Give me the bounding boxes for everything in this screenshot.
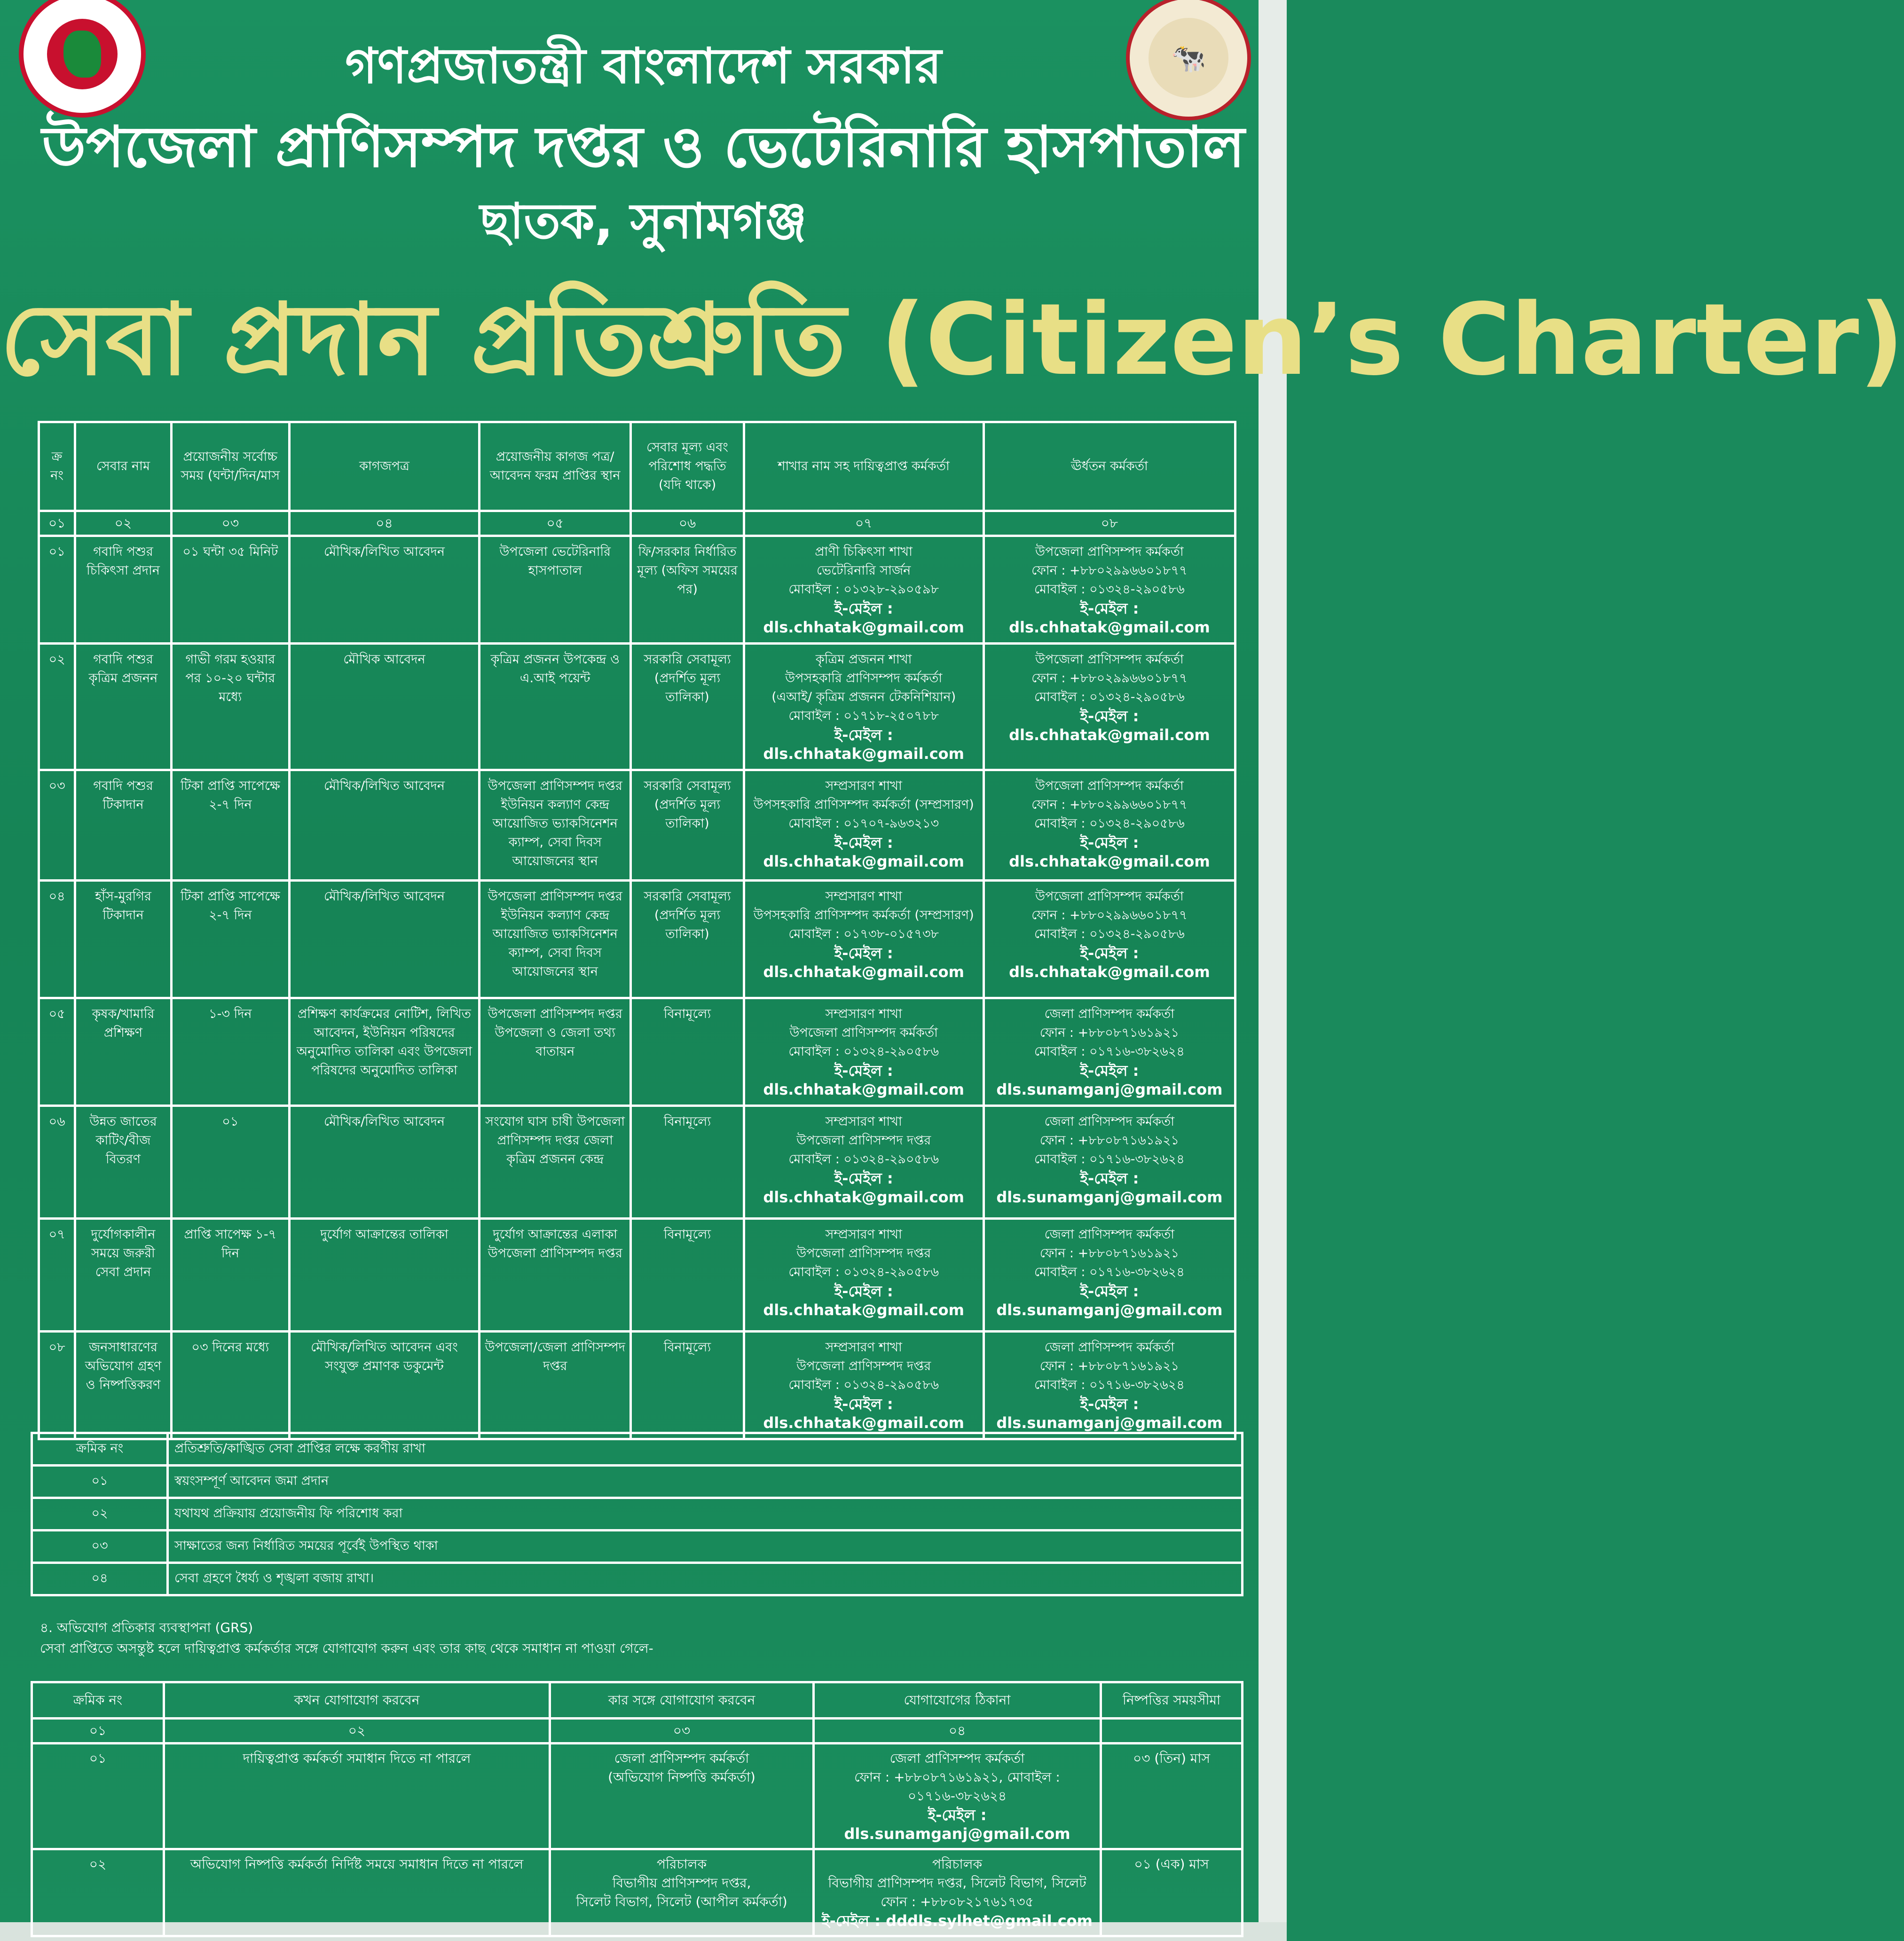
header-cell: ক্রমিক নং (32, 1433, 168, 1466)
service-name: দুর্যোগকালীন সময়ে জরুরী সেবা প্রদান (91, 1227, 156, 1279)
row-serial: ০২ (48, 652, 65, 667)
officer-email: ই-মেইল : dls.chhatak@gmail.com (763, 1169, 964, 1206)
grs-table-body (32, 1682, 1243, 1936)
grs-number-row (32, 1719, 1243, 1744)
serial-cell (32, 1531, 168, 1563)
required-documents: মৌখিক/লিখিত আবেদন (324, 779, 445, 793)
expectation-text: সেবা গ্রহণে ধৈর্য্য ও শৃঙ্খলা বজায় রাখা। (174, 1570, 374, 1586)
service-fee-cell (631, 881, 744, 998)
service-time: ০১ ঘন্টা ৩৫ মিনিট (182, 544, 278, 559)
senior-officer-email: ই-মেইল : dls.chhatak@gmail.com (1009, 944, 1210, 981)
senior-officer-cell (983, 644, 1235, 770)
service-name-cell (75, 644, 171, 770)
expectation-text: স্বয়ংসম্পূর্ণ আবেদন জমা প্রদান (174, 1473, 329, 1488)
officer-cell (744, 881, 983, 998)
responsible-officer: সম্প্রসারণ শাখা উপজেলা প্রাণিসম্পদ দপ্তর মোবাইল : ০১৩২৪-২৯০৫৮৬ (788, 1114, 939, 1167)
senior-officer-cell (983, 1332, 1235, 1439)
officer-email: ই-মেইল : dls.chhatak@gmail.com (763, 1062, 964, 1098)
row-serial: ০২ (91, 1506, 108, 1521)
header-cell: প্রতিশ্রুতি/কাঙ্খিত সেবা প্রাপ্তির লক্ষে করণীয় রাখা (168, 1433, 1243, 1466)
required-documents-cell (290, 770, 480, 881)
officer-email: ই-মেইল : dls.chhatak@gmail.com (763, 834, 964, 870)
expectations-header-row (32, 1433, 1243, 1466)
required-documents-cell (290, 1332, 480, 1439)
column-number: ০৬ (631, 511, 744, 536)
header-cell: কখন যোগাযোগ করবেন (164, 1682, 550, 1719)
service-name-cell (75, 1219, 171, 1332)
officer-email: ই-মেইল : dls.chhatak@gmail.com (763, 944, 964, 981)
row-serial: ০৬ (48, 1114, 65, 1129)
officer-cell (744, 644, 983, 770)
serial-cell (32, 1466, 168, 1498)
senior-officer: জেলা প্রাণিসম্পদ কর্মকর্তা ফোন : +৮৮০৮৭১৬১৯২১ মোবাইল : ০১৭১৬-৩৮২৬২৪ (1034, 1007, 1185, 1059)
officer-email: ই-মেইল : dls.chhatak@gmail.com (763, 600, 964, 636)
table-row (39, 536, 1235, 644)
when-cell (164, 1849, 550, 1936)
grs-heading (40, 1618, 653, 1659)
service-fee: বিনামূল্যে (663, 1007, 711, 1021)
service-fee-cell (631, 998, 744, 1106)
table-row (39, 1219, 1235, 1332)
required-documents: মৌখিক আবেদন (343, 652, 425, 667)
service-time: টিকা প্রাপ্তি সাপেক্ষে ২-৭ দিন (180, 779, 280, 812)
senior-officer-cell (983, 770, 1235, 881)
expectations-table (31, 1432, 1243, 1596)
expectation-text: সাক্ষাতের জন্য নির্ধারিত সময়ের পূর্বেই উপস্থিত থাকা (174, 1538, 438, 1553)
responsible-officer: সম্প্রসারণ শাখা উপজেলা প্রাণিসম্পদ দপ্তর মোবাইল : ০১৩২৪-২৯০৫৮৬ (788, 1340, 939, 1392)
row-serial: ০৫ (48, 1007, 65, 1021)
service-name: গবাদি পশুর চিকিৎসা প্রদান (87, 544, 160, 578)
required-documents-cell (290, 881, 480, 998)
row-serial: ০১ (91, 1473, 108, 1488)
row-serial-cell (39, 1106, 75, 1219)
column-number-row (39, 511, 1235, 536)
required-documents: মৌখিক/লিখিত আবেদন এবং সংযুক্ত প্রমাণক ডকুমেন্ট (311, 1340, 458, 1373)
charter-title: সেবা প্রদান প্রতিশ্রুতি (Citizen’s Charter) (0, 282, 1904, 397)
responsible-officer: সম্প্রসারণ শাখা উপসহকারি প্রাণিসম্পদ কর্মকর্তা (সম্প্রসারণ) মোবাইল : ০১৭৩৮-০১৫৭৩৮ (753, 889, 974, 941)
senior-officer: উপজেলা প্রাণিসম্পদ কর্মকর্তা ফোন : +৮৮০২৯৯৬৬০১৮৭৭ মোবাইল : ০১৩২৪-২৯০৫৮৬ (1031, 544, 1188, 597)
serial-cell (32, 1849, 164, 1936)
required-documents: মৌখিক/লিখিত আবেদন (324, 544, 445, 559)
service-time-cell (171, 1219, 289, 1332)
senior-officer-email: ই-মেইল : dls.chhatak@gmail.com (1009, 707, 1210, 744)
service-name-cell (75, 770, 171, 881)
senior-officer-email: ই-মেইল : dls.chhatak@gmail.com (1009, 834, 1210, 870)
form-location: উপজেলা ভেটেরিনারি হাসপাতাল (499, 544, 611, 578)
senior-officer: জেলা প্রাণিসম্পদ কর্মকর্তা ফোন : +৮৮০৮৭১৬১৯২১ মোবাইল : ০১৭১৬-৩৮২৬২৪ (1034, 1114, 1185, 1167)
service-fee: সরকারি সেবামূল্য (প্রদর্শিত মূল্য তালিকা) (644, 779, 731, 831)
serial-cell (32, 1498, 168, 1531)
form-location-cell (479, 1219, 630, 1332)
service-name-cell (75, 1332, 171, 1439)
header-line-1: গণপ্রজাতন্ত্রী বাংলাদেশ সরকার (345, 37, 942, 95)
service-name-cell (75, 536, 171, 644)
who-cell (550, 1744, 814, 1849)
row-serial: ০৪ (48, 889, 65, 904)
column-number: ০৫ (479, 511, 630, 536)
form-location-cell (479, 881, 630, 998)
grs-table (31, 1681, 1243, 1937)
grs-header-row (32, 1682, 1243, 1719)
logo-inner: 🐄 (1149, 18, 1228, 98)
row-serial: ০১ (48, 544, 65, 559)
column-number (1101, 1719, 1243, 1744)
required-documents-cell (290, 1106, 480, 1219)
when-cell (164, 1744, 550, 1849)
table-row (32, 1744, 1243, 1849)
form-location-cell (479, 536, 630, 644)
header-cell: ক্র নং (39, 422, 75, 511)
contact-email: ই-মেইল : dddls.sylhet@gmail.com (821, 1912, 1093, 1930)
row-serial-cell (39, 536, 75, 644)
deadline-cell (1101, 1744, 1243, 1849)
expectation-cell (168, 1466, 1243, 1498)
row-serial: ০৩ (91, 1538, 108, 1553)
address-cell (814, 1744, 1101, 1849)
required-documents-cell (290, 644, 480, 770)
header-cell: সেবার নাম (75, 422, 171, 511)
service-fee-cell (631, 536, 744, 644)
service-fee: সরকারি সেবামূল্য (প্রদর্শিত মূল্য তালিকা) (644, 889, 731, 941)
service-name: কৃষক/খামারি প্রশিক্ষণ (92, 1007, 155, 1040)
service-fee-cell (631, 644, 744, 770)
officer-cell (744, 1219, 983, 1332)
header-cell: কার সঙ্গে যোগাযোগ করবেন (550, 1682, 814, 1719)
row-serial: ০২ (89, 1856, 107, 1872)
form-location-cell (479, 998, 630, 1106)
service-time: প্রাপ্তি সাপেক্ষ ১-৭ দিন (184, 1227, 277, 1261)
column-number: ০২ (164, 1719, 550, 1744)
senior-officer-cell (983, 536, 1235, 644)
service-fee: বিনামূল্যে (663, 1340, 711, 1355)
row-serial: ০৩ (48, 779, 65, 793)
row-serial-cell (39, 881, 75, 998)
responsible-officer: সম্প্রসারণ শাখা উপজেলা প্রাণিসম্পদ কর্মকর্তা মোবাইল : ০১৩২৪-২৯০৫৮৬ (788, 1007, 939, 1059)
row-serial-cell (39, 1332, 75, 1439)
expectation-cell (168, 1498, 1243, 1531)
form-location-cell (479, 1106, 630, 1219)
responsible-officer: সম্প্রসারণ শাখা উপসহকারি প্রাণিসম্পদ কর্মকর্তা (সম্প্রসারণ) মোবাইল : ০১৭০৭-৯৬৩২১৩ (753, 779, 974, 831)
column-number: ০১ (32, 1719, 164, 1744)
column-number: ০২ (75, 511, 171, 536)
header-line-2: উপজেলা প্রাণিসম্পদ দপ্তর ও ভেটেরিনারি হাসপাতাল (42, 115, 1245, 180)
row-serial: ০১ (89, 1751, 107, 1766)
header-cell: সেবার মূল্য এবং পরিশোধ পদ্ধতি (যদি থাকে) (631, 422, 744, 511)
officer-cell (744, 770, 983, 881)
service-fee-cell (631, 1106, 744, 1219)
table-row (39, 1332, 1235, 1439)
resolution-deadline: ০১ (এক) মাস (1134, 1856, 1209, 1872)
column-number: ০৪ (290, 511, 480, 536)
form-location: উপজেলা প্রাণিসম্পদ দপ্তর উপজেলা ও জেলা তথ্য বাতায়ন (488, 1007, 622, 1059)
service-time: ০৩ দিনের মধ্যে (191, 1340, 269, 1355)
officer-cell (744, 1332, 983, 1439)
officer-email: ই-মেইল : dls.chhatak@gmail.com (763, 726, 964, 763)
service-name-cell (75, 1106, 171, 1219)
row-serial-cell (39, 770, 75, 881)
required-documents-cell (290, 998, 480, 1106)
senior-officer-email: ই-মেইল : dls.sunamganj@gmail.com (996, 1062, 1223, 1098)
form-location: কৃত্রিম প্রজনন উপকেন্দ্র ও এ.আই পয়েন্ট (490, 652, 620, 686)
officer-cell (744, 1106, 983, 1219)
main-table-body (39, 511, 1235, 1439)
resolution-deadline: ০৩ (তিন) মাস (1133, 1751, 1210, 1766)
list-item (32, 1498, 1243, 1531)
row-serial: ০৮ (48, 1340, 65, 1355)
contact-who: জেলা প্রাণিসম্পদ কর্মকর্তা (অভিযোগ নিষ্পত্তি কর্মকর্তা) (608, 1751, 755, 1785)
senior-officer-cell (983, 1219, 1235, 1332)
service-name: গবাদি পশুর কৃত্রিম প্রজনন (88, 652, 158, 686)
form-location-cell (479, 644, 630, 770)
service-time-cell (171, 644, 289, 770)
expectation-cell (168, 1531, 1243, 1563)
list-item (32, 1563, 1243, 1595)
table-row (39, 1106, 1235, 1219)
form-location: দুর্যোগ আক্রান্তের এলাকা উপজেলা প্রাণিসম্পদ দপ্তর (488, 1227, 622, 1261)
list-item (32, 1531, 1243, 1563)
responsible-officer: প্রাণী চিকিৎসা শাখা ভেটেরিনারি সার্জন মোবাইল : ০১৩২৮-২৯০৫৯৮ (788, 544, 939, 597)
citizen-charter-table (38, 421, 1236, 1440)
required-documents: মৌখিক/লিখিত আবেদন (324, 1114, 445, 1129)
service-fee-cell (631, 1332, 744, 1439)
officer-email: ই-মেইল : dls.chhatak@gmail.com (763, 1282, 964, 1319)
senior-officer-email: ই-মেইল : dls.chhatak@gmail.com (1009, 600, 1210, 636)
required-documents-cell (290, 536, 480, 644)
service-name-cell (75, 881, 171, 998)
senior-officer: জেলা প্রাণিসম্পদ কর্মকর্তা ফোন : +৮৮০৮৭১৬১৯২১ মোবাইল : ০১৭১৬-৩৮২৬২৪ (1034, 1340, 1185, 1392)
row-serial-cell (39, 644, 75, 770)
contact-address: জেলা প্রাণিসম্পদ কর্মকর্তা ফোন : +৮৮০৮৭১৬১৯২১, মোবাইল : ০১৭১৬-৩৮২৬২৪ (854, 1751, 1060, 1804)
officer-cell (744, 536, 983, 644)
senior-officer-email: ই-মেইল : dls.sunamganj@gmail.com (996, 1282, 1223, 1319)
column-number: ০৩ (171, 511, 289, 536)
row-serial-cell (39, 1219, 75, 1332)
service-name: হাঁস-মুরগির টিকাদান (95, 889, 151, 923)
row-serial: ০৭ (48, 1227, 65, 1242)
senior-officer: জেলা প্রাণিসম্পদ কর্মকর্তা ফোন : +৮৮০৮৭১৬১৯২১ মোবাইল : ০১৭১৬-৩৮২৬২৪ (1034, 1227, 1185, 1279)
header-line-3: ছাতক, সুনামগঞ্জ (480, 192, 807, 250)
service-time: টিকা প্রাপ্তি সাপেক্ষে ২-৭ দিন (180, 889, 280, 923)
header-cell: কাগজপত্র (290, 422, 480, 511)
table-row (39, 998, 1235, 1106)
service-name: উন্নত জাতের কাটিং/বীজ বিতরণ (89, 1114, 157, 1167)
serial-cell (32, 1563, 168, 1595)
expectation-text: যথাযথ প্রক্রিয়ায় প্রয়োজনীয় ফি পরিশোধ করা (174, 1506, 403, 1521)
expectation-cell (168, 1563, 1243, 1595)
form-location: সংযোগ ঘাস চাষী উপজেলা প্রাণিসম্পদ দপ্তর জেলা কৃত্রিম প্রজনন কেন্দ্র (485, 1114, 625, 1167)
table-row (39, 644, 1235, 770)
row-serial: ০৪ (91, 1570, 108, 1586)
deadline-cell (1101, 1849, 1243, 1936)
officer-cell (744, 998, 983, 1106)
required-documents: প্রশিক্ষণ কার্যক্রমের নোটিশ, লিখিত আবেদন, ইউনিয়ন পরিষদের অনুমোদিত তালিকা এবং উপজেলা পরিষদের অনুমোদিত তালিকা (296, 1007, 472, 1078)
contact-email: ই-মেইল : dls.sunamganj@gmail.com (844, 1806, 1070, 1843)
contact-address: পরিচালক বিভাগীয় প্রাণিসম্পদ দপ্তর, সিলেট বিভাগ, সিলেট ফোন : +৮৮০৮২১৭৬১৭৩৫ (828, 1856, 1086, 1909)
who-cell (550, 1849, 814, 1936)
row-serial-cell (39, 998, 75, 1106)
senior-officer: উপজেলা প্রাণিসম্পদ কর্মকর্তা ফোন : +৮৮০২৯৯৬৬০১৮৭৭ মোবাইল : ০১৩২৪-২৯০৫৮৬ (1031, 652, 1188, 704)
service-fee-cell (631, 770, 744, 881)
form-location-cell (479, 1332, 630, 1439)
required-documents: দুর্যোগ আক্রান্তের তালিকা (320, 1227, 448, 1242)
list-item (32, 1466, 1243, 1498)
expectations-table-body (32, 1433, 1243, 1595)
officer-email: ই-মেইল : dls.chhatak@gmail.com (763, 1395, 964, 1432)
senior-officer-cell (983, 998, 1235, 1106)
table-row (39, 770, 1235, 881)
form-location-cell (479, 770, 630, 881)
service-name: গবাদি পশুর টিকাদান (93, 779, 153, 812)
grs-title: ৪. অভিযোগ প্রতিকার ব্যবস্থাপনা (GRS) (40, 1620, 253, 1635)
column-number: ০১ (39, 511, 75, 536)
responsible-officer: সম্প্রসারণ শাখা উপজেলা প্রাণিসম্পদ দপ্তর মোবাইল : ০১৩২৪-২৯০৫৮৬ (788, 1227, 939, 1279)
service-time-cell (171, 998, 289, 1106)
form-location: উপজেলা প্রাণিসম্পদ দপ্তর ইউনিয়ন কল্যাণ কেন্দ্র আয়োজিত ভ্যাকসিনেশন ক্যাম্প, সেবা দিবস আয়োজনের স্থান (488, 889, 622, 979)
service-fee-cell (631, 1219, 744, 1332)
required-documents-cell (290, 1219, 480, 1332)
service-time-cell (171, 770, 289, 881)
senior-officer: উপজেলা প্রাণিসম্পদ কর্মকর্তা ফোন : +৮৮০২৯৯৬৬০১৮৭৭ মোবাইল : ০১৩২৪-২৯০৫৮৬ (1031, 779, 1188, 831)
service-time: ১-৩ দিন (209, 1007, 252, 1021)
senior-officer-cell (983, 1106, 1235, 1219)
header-cell: ঊর্ধতন কর্মকর্তা (983, 422, 1235, 511)
form-location: উপজেলা প্রাণিসম্পদ দপ্তর ইউনিয়ন কল্যাণ কেন্দ্র আয়োজিত ভ্যাকসিনেশন ক্যাম্প, সেবা দিবস আয়োজনের স্থান (488, 779, 622, 868)
grs-subtitle: সেবা প্রাপ্তিতে অসন্তুষ্ট হলে দায়িত্বপ্রাপ্ত কর্মকর্তার সঙ্গে যোগাযোগ করুন এবং তার কাছ থেকে সমাধান না পাওয়া গেলে- (40, 1641, 653, 1656)
service-time-cell (171, 881, 289, 998)
column-number: ০৮ (983, 511, 1235, 536)
service-time-cell (171, 1332, 289, 1439)
service-fee: সরকারি সেবামূল্য (প্রদর্শিত মূল্য তালিকা) (644, 652, 731, 704)
senior-officer-email: ই-মেইল : dls.sunamganj@gmail.com (996, 1169, 1223, 1206)
service-fee: বিনামূল্যে (663, 1227, 711, 1242)
table-row (39, 881, 1235, 998)
senior-officer-email: ই-মেইল : dls.sunamganj@gmail.com (996, 1395, 1223, 1432)
contact-when: দায়িত্বপ্রাপ্ত কর্মকর্তা সমাধান দিতে না পারলে (243, 1751, 471, 1766)
service-name-cell (75, 998, 171, 1106)
senior-officer-cell (983, 881, 1235, 998)
header-cell: প্রয়োজনীয় সর্বোচ্চ সময় (ঘন্টা/দিন/মাস (171, 422, 289, 511)
service-time: ০১ (222, 1114, 239, 1129)
header-cell: প্রয়োজনীয় কাগজ পত্র/আবেদন ফরম প্রাপ্তির স্থান (479, 422, 630, 511)
service-time: গাভী গরম হওয়ার পর ১০-২০ ঘন্টার মধ্যে (185, 652, 275, 704)
required-documents: মৌখিক/লিখিত আবেদন (324, 889, 445, 904)
service-name: জনসাধারণের অভিযোগ গ্রহণ ও নিষ্পত্তিকরণ (85, 1340, 162, 1392)
service-fee: ফি/সরকার নির্ধারিত মূল্য (অফিস সময়ের পর) (637, 544, 738, 597)
main-header-row (39, 422, 1235, 511)
header-cell: নিষ্পত্তির সময়সীমা (1101, 1682, 1243, 1719)
header-cell: যোগাযোগের ঠিকানা (814, 1682, 1101, 1719)
service-time-cell (171, 1106, 289, 1219)
column-number: ০৩ (550, 1719, 814, 1744)
senior-officer: উপজেলা প্রাণিসম্পদ কর্মকর্তা ফোন : +৮৮০২৯৯৬৬০১৮৭৭ মোবাইল : ০১৩২৪-২৯০৫৮৬ (1031, 889, 1188, 941)
header-cell: শাখার নাম সহ দায়িত্বপ্রাপ্ত কর্মকর্তা (744, 422, 983, 511)
contact-when: অভিযোগ নিষ্পত্তি কর্মকর্তা নির্দিষ্ট সময়ে সমাধান দিতে না পারলে (190, 1856, 524, 1872)
form-location: উপজেলা/জেলা প্রাণিসম্পদ দপ্তর (485, 1340, 625, 1373)
serial-cell (32, 1744, 164, 1849)
table-row (32, 1849, 1243, 1936)
contact-who: পরিচালক বিভাগীয় প্রাণিসম্পদ দপ্তর, সিলেট বিভাগ, সিলেট (আপীল কর্মকর্তা) (576, 1856, 787, 1909)
header-cell: ক্রমিক নং (32, 1682, 164, 1719)
service-fee: বিনামূল্যে (663, 1114, 711, 1129)
column-number: ০৪ (814, 1719, 1101, 1744)
address-cell (814, 1849, 1101, 1936)
service-time-cell (171, 536, 289, 644)
column-number: ০৭ (744, 511, 983, 536)
responsible-officer: কৃত্রিম প্রজনন শাখা উপসহকারি প্রাণিসম্পদ কর্মকর্তা (এআই/ কৃত্রিম প্রজনন টেকনিশিয়ান) মোবাইল : ০১৭১৮-২৫০৭৮৮ (771, 652, 956, 723)
